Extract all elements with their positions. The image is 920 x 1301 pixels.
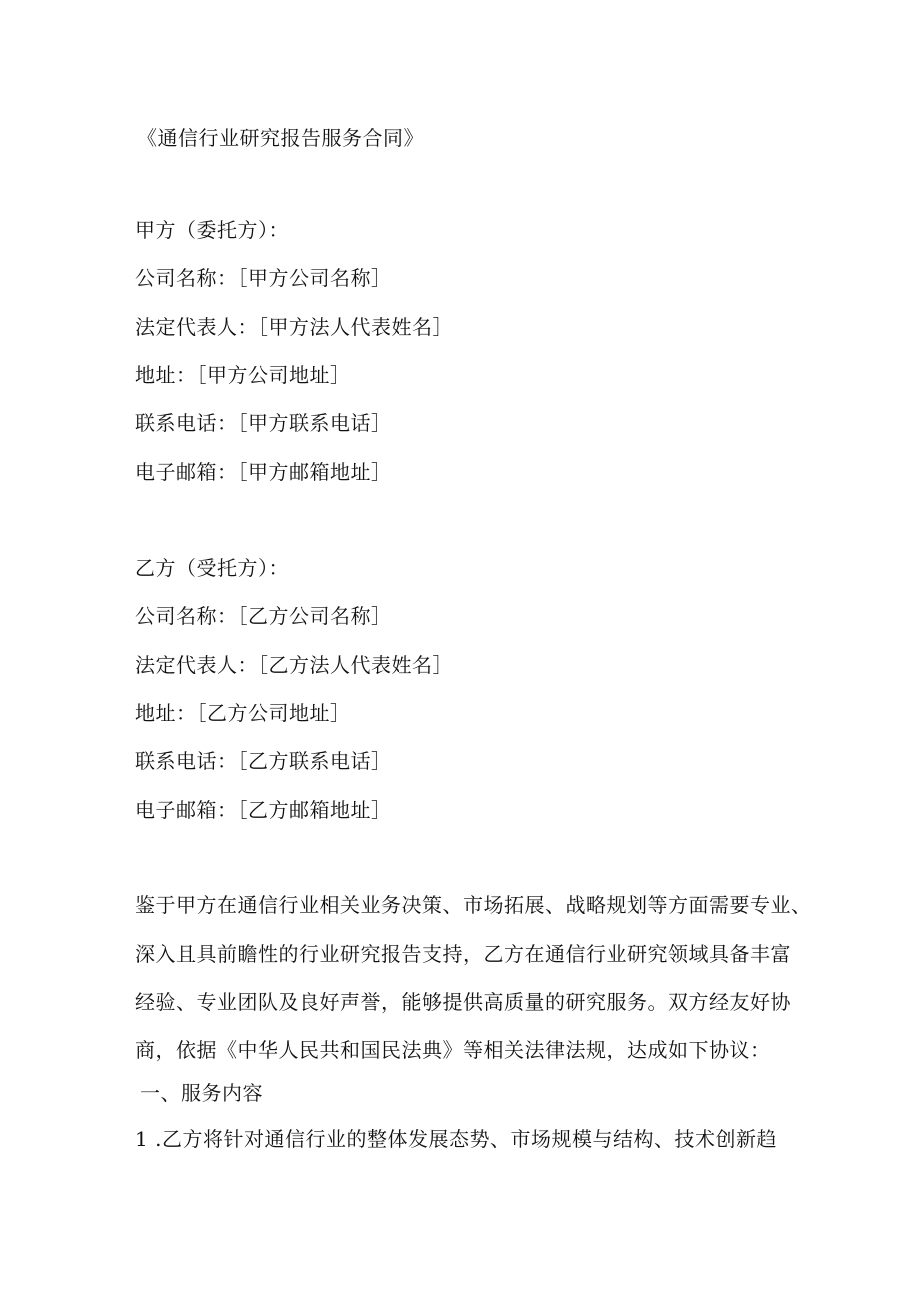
party-b-company: 公司名称：［乙方公司名称］	[135, 604, 392, 628]
preamble-line: 鉴于甲方在通信行业相关业务决策、市场拓展、战略规划等方面需要专业、	[135, 893, 812, 917]
party-a-phone: 联系电话：［甲方联系电话］	[135, 411, 392, 435]
preamble-line: 经验、专业团队及良好声誉，能够提供高质量的研究服务。双方经友好协	[135, 990, 791, 1014]
preamble-line: 深入且具前瞻性的行业研究报告支持，乙方在通信行业研究领域具备丰富	[135, 942, 791, 966]
party-b-phone: 联系电话：［乙方联系电话］	[135, 749, 392, 773]
party-b-legal-rep: 法定代表人：［乙方法人代表姓名］	[135, 653, 453, 677]
party-a-company: 公司名称：［甲方公司名称］	[135, 266, 392, 290]
party-b-address: 地址：［乙方公司地址］	[135, 701, 351, 725]
party-b-heading: 乙方（受托方）：	[135, 556, 289, 580]
document-title: 《通信行业研究报告服务合同》	[137, 126, 424, 150]
preamble-line: 商，依据《中华人民共和国民法典》等相关法律法规，达成如下协议：	[135, 1038, 771, 1062]
party-a-heading: 甲方（委托方）：	[135, 218, 289, 242]
section-heading: 一、服务内容	[140, 1081, 263, 1105]
clause-1-1: 1 .乙方将针对通信行业的整体发展态势、市场规模与结构、技术创新趋	[135, 1127, 777, 1151]
party-a-address: 地址：［甲方公司地址］	[135, 363, 351, 387]
party-b-email: 电子邮箱：［乙方邮箱地址］	[135, 798, 392, 822]
party-a-legal-rep: 法定代表人：［甲方法人代表姓名］	[135, 315, 453, 339]
party-a-email: 电子邮箱：［甲方邮箱地址］	[135, 460, 392, 484]
